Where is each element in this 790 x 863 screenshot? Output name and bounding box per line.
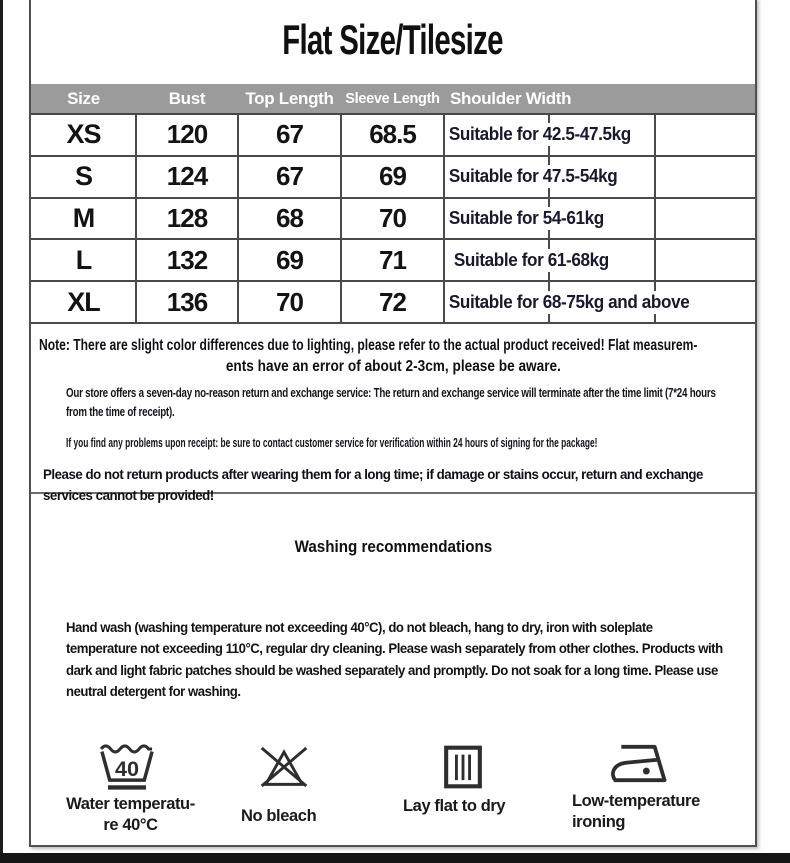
cell-suitable — [444, 249, 755, 272]
bottom-divider-bar — [0, 853, 790, 863]
note-section — [31, 322, 755, 503]
water-temperature-label: Water temperatu- re 40°C — [66, 795, 195, 834]
no-bleach-label: No bleach — [241, 807, 317, 825]
cell-top-length: 69 — [276, 244, 303, 275]
cell-size: L — [75, 244, 92, 275]
cell-size: XL — [67, 286, 100, 317]
washing-instructions: Hand wash (washing temperature not exceeding 40°C), do not bleach, hang to dry, iron with soleplate temperature not exceeding 110°C, regular dry cleaning. Please wash separately from other clothes. Products with dark and light fabric patches should be washed separately and promptly. Do not soak for a long time. Please use neutral detergent for washing. — [66, 619, 723, 699]
table-row-xl — [31, 282, 755, 324]
header-shoulder-width: Shoulder Width — [450, 88, 572, 108]
cell-bust: 132 — [166, 244, 208, 275]
grid-line — [340, 115, 342, 324]
wash-tub-40-icon — [95, 741, 159, 795]
header-bust: Bust — [168, 88, 206, 108]
washing-heading: Washing recommendations — [294, 538, 492, 556]
page-title: Flat Size/Tilesize — [282, 16, 504, 63]
ironing-label: Low-temperature ironing — [572, 792, 700, 831]
grid-line — [237, 115, 239, 324]
suitable-weight-label: Suitable for 61-68kg — [452, 249, 614, 272]
suitable-weight-label: Suitable for 42.5-47.5kg — [447, 123, 636, 146]
cell-suitable — [444, 165, 755, 188]
cell-suitable — [444, 291, 755, 314]
wash-temperature-number: 40 — [114, 755, 140, 781]
washing-section — [31, 494, 755, 845]
note-main-line2: ents have an error of about 2-3cm, please be aware. — [225, 358, 561, 375]
header-top-length: Top Length — [245, 88, 334, 108]
suitable-weight-label: Suitable for 68-75kg and above — [447, 291, 694, 314]
table-row-l — [31, 240, 755, 282]
cell-sleeve-length: 72 — [379, 286, 406, 317]
table-row-m — [31, 199, 755, 241]
table-row-s — [31, 157, 755, 199]
lay-flat-label: Lay flat to dry — [403, 797, 506, 815]
cell-top-length: 67 — [276, 161, 303, 192]
header-size: Size — [67, 88, 100, 108]
cell-bust: 136 — [166, 286, 208, 317]
header-sleeve-length: Sleeve Length — [345, 90, 440, 107]
cell-bust: 128 — [166, 202, 208, 233]
suitable-weight-label: Suitable for 47.5-54kg — [447, 165, 622, 188]
cell-size: M — [72, 202, 95, 233]
inspection-note: If you find any problems upon receipt: be sure to contact customer service for verification within 24 hours of signing for the package! — [66, 435, 598, 450]
table-row-xs — [31, 115, 755, 157]
lay-flat-to-dry-icon — [440, 744, 486, 790]
cell-sleeve-length: 68.5 — [369, 119, 416, 150]
no-return-after-wear-note: Please do not return products after wearing them for a long time; if damage or stains occur, return and exchange services cannot be provided! — [43, 465, 703, 503]
cell-bust: 124 — [166, 161, 208, 192]
note-main-line1: Note: There are slight color differences due to lighting, please refer to the actual product received! Flat measurem- — [39, 337, 698, 354]
no-bleach-icon — [253, 743, 315, 791]
cell-top-length: 70 — [276, 286, 303, 317]
iron-icon — [603, 740, 673, 787]
cell-bust: 120 — [166, 119, 208, 150]
returns-policy-note: Our store offers a seven-day no-reason return and exchange service: The return and exchange service will terminate after the time limit (7*24 hours from the time of receipt). — [66, 385, 716, 419]
size-table-body — [31, 115, 755, 324]
cell-sleeve-length: 70 — [379, 202, 406, 233]
cell-sleeve-length: 69 — [379, 161, 406, 192]
left-edge-strip — [0, 0, 3, 863]
grid-line — [443, 115, 445, 324]
grid-line — [135, 115, 137, 324]
suitable-weight-label: Suitable for 54-61kg — [447, 207, 609, 230]
cell-suitable — [444, 123, 755, 146]
size-table-header — [31, 84, 755, 115]
content-frame — [29, 0, 757, 847]
cell-size: S — [74, 161, 92, 192]
cell-top-length: 68 — [276, 202, 303, 233]
cell-top-length: 67 — [276, 119, 303, 150]
cell-size: XS — [66, 119, 101, 150]
cell-sleeve-length: 71 — [379, 244, 406, 275]
cell-suitable — [444, 207, 755, 230]
